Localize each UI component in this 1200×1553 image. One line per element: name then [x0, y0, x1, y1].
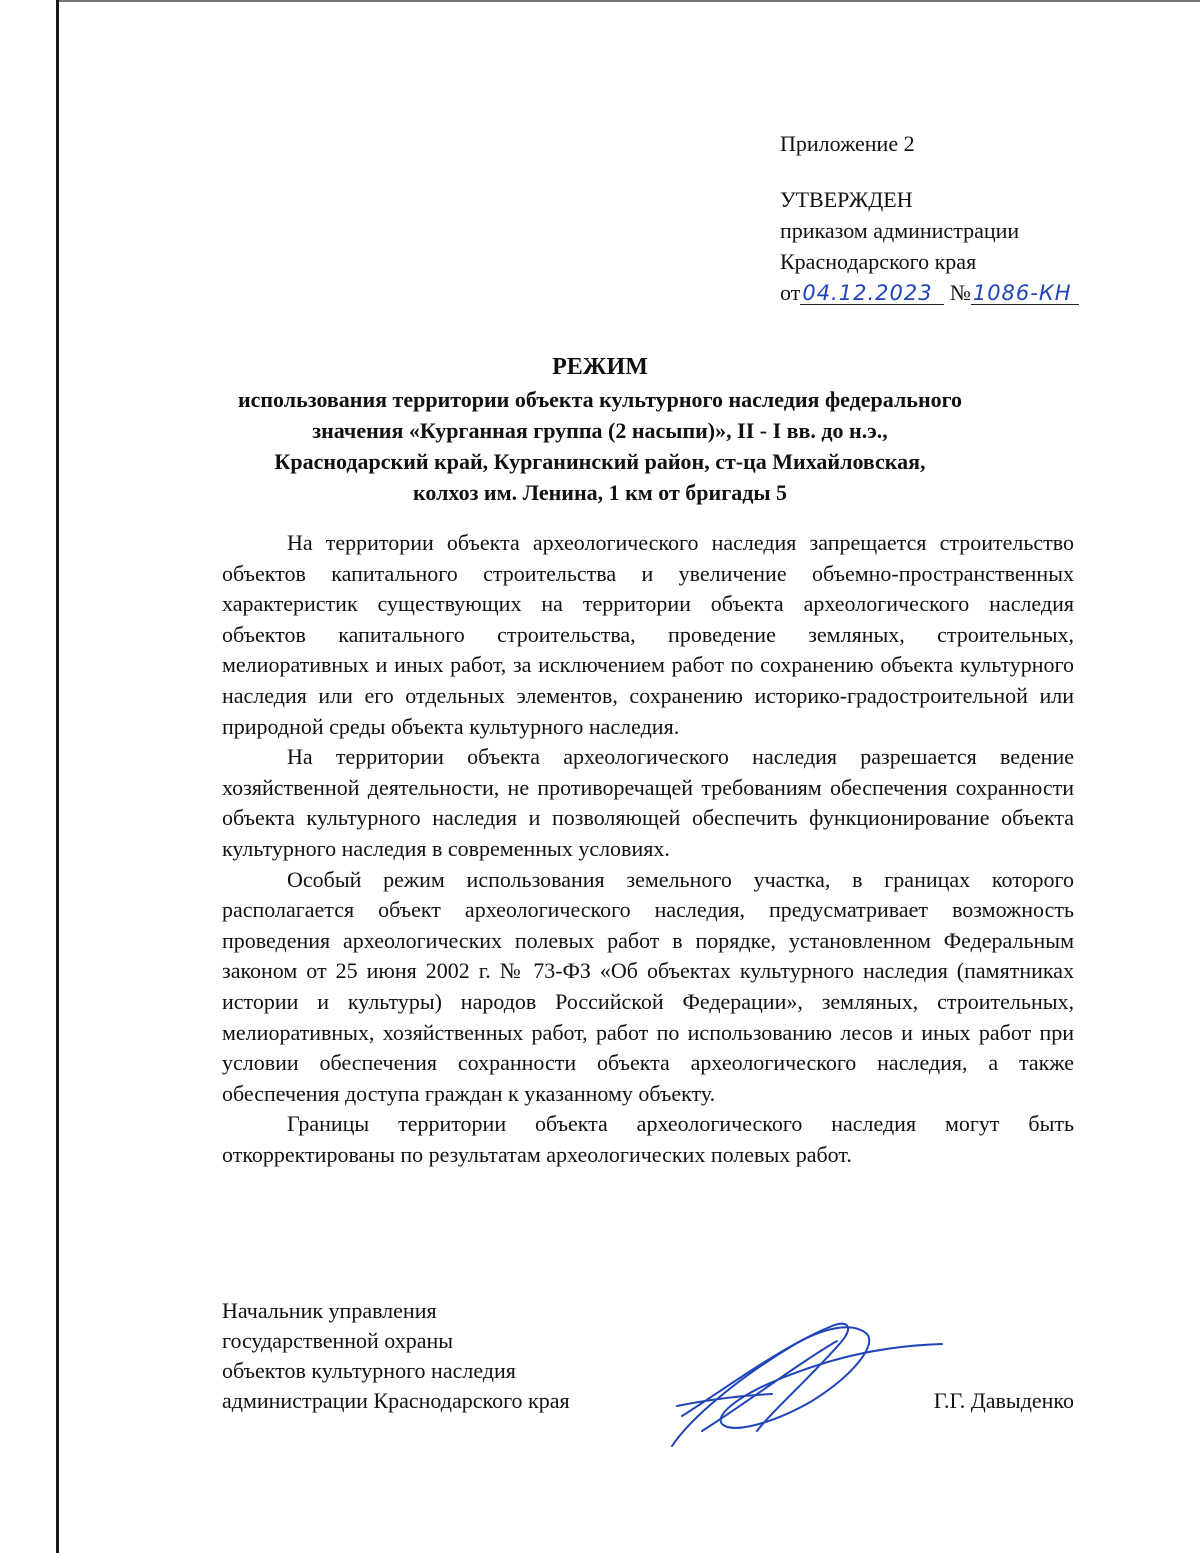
handwritten-number: 1086-КН [971, 282, 1079, 305]
paragraph-2: На территории объекта археологического наследия разрешается ведение хозяйственной деятельности, не противоречащей требованиям обеспечения сохранности объекта культурного наследия и позволяющей обеспечить функционирование объекта культурного наследия в современных условиях. [222, 744, 1074, 861]
paragraph-1: На территории объекта археологического наследия запрещается строительство объектов капитального строительства и увеличение объемно-пространственных характеристик существующих на территории объекта археологического наследия объектов капитального строительства, проведение земляных, строительных, мелиоративных и иных работ, за исключением работ по сохранению объекта культурного наследия или его отдельных элементов, сохранению историко-градостроительной или природной среды объекта культурного наследия. [222, 530, 1074, 739]
handwritten-date: 04.12.2023 [800, 282, 944, 305]
paragraph-3: Особый режим использования земельного участка, в границах которого располагается объект археологического наследия, предусматривает возможность проведения археологических полевых работ в порядке, установленном Федеральным законом от 25 июня 2002 г. № 73-ФЗ «Об объектах культурного наследия (памятниках истории и культуры) народов Российской Федерации», земляных, строительных, мелиоративных, хозяйственных работ, работ по использованию лесов и иных работ при условии обеспечения сохранности объекта археологического наследия, а также обеспечения доступа граждан к указанному объекту. [222, 866, 1074, 1106]
position-line-4: администрации Краснодарского края [222, 1388, 570, 1413]
approval-heading: УТВЕРЖДЕН [780, 187, 913, 212]
position-line-2: государственной охраны [222, 1328, 454, 1353]
title-line-2: значения «Курганная группа (2 насыпи)», II - I вв. до н.э., [312, 418, 888, 443]
date-prefix: от [780, 280, 801, 305]
paragraph-4: Границы территории объекта археологического наследия могут быть откорректированы по результатам археологических полевых работ. [222, 1111, 1074, 1167]
title-main: РЕЖИМ [552, 354, 648, 380]
number-prefix: № [949, 280, 971, 305]
signer-position [222, 1296, 642, 1416]
document-body [222, 528, 1074, 1170]
title-line-4: колхоз им. Ленина, 1 км от бригады 5 [412, 480, 788, 505]
document-title [200, 350, 1000, 508]
approval-line-2: Краснодарского края [780, 249, 977, 274]
title-line-1: использования территории объекта культурного наследия федерального [237, 387, 963, 412]
approval-line-1: приказом администрации [780, 218, 1020, 243]
scan-edge-top [56, 0, 1200, 2]
scan-edge-left [56, 0, 59, 1553]
signature-block [222, 1296, 1074, 1466]
appendix-label: Приложение 2 [780, 131, 915, 156]
position-line-1: Начальник управления [222, 1298, 437, 1323]
position-line-3: объектов культурного наследия [222, 1358, 516, 1383]
title-line-3: Краснодарский край, Курганинский район, ст-ца Михайловская, [274, 449, 926, 474]
approval-date-row [780, 277, 1160, 308]
approval-block [780, 128, 1160, 308]
signer-name: Г.Г. Давыденко [933, 1388, 1074, 1413]
handwritten-signature [662, 1306, 952, 1456]
